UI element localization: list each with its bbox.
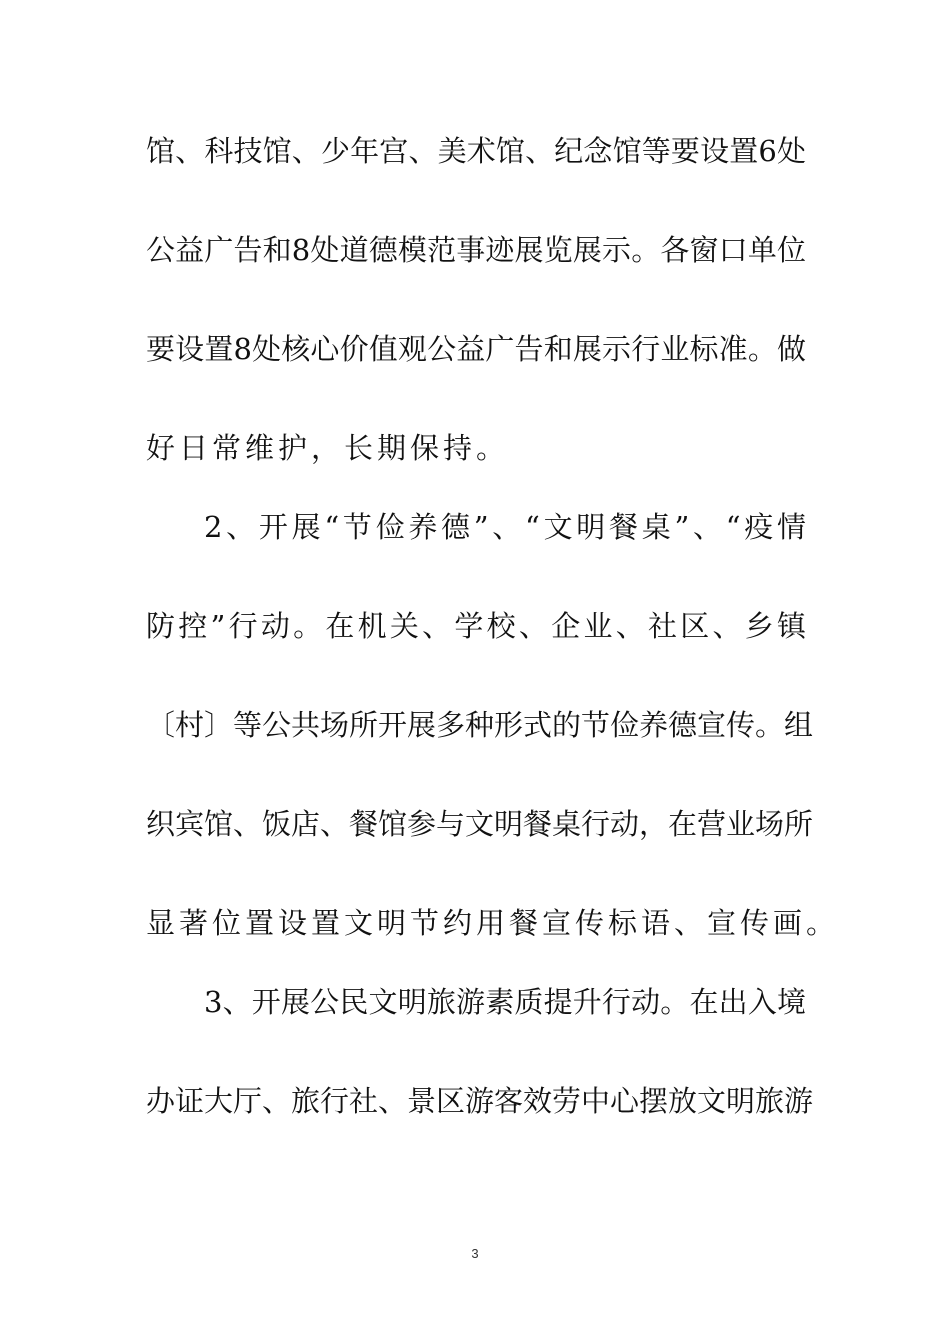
paragraph-line: 织宾馆、饭店、餐馆参与文明餐桌行动，在营业场所: [146, 807, 814, 841]
paragraph-line: 馆、科技馆、少年宫、美术馆、纪念馆等要设置6处: [146, 134, 806, 168]
paragraph-line: 〔村〕等公共场所开展多种形式的节俭养德宣传。组: [146, 708, 814, 742]
paragraph-line: 防控”行动。在机关、学校、企业、社区、乡镇: [146, 609, 806, 643]
paragraph-line: 公益广告和8处道德模范事迹展览展示。各窗口单位: [146, 233, 806, 267]
paragraph-line: 办证大厅、旅行社、景区游客效劳中心摆放文明旅游: [146, 1084, 814, 1118]
page-number: 3: [471, 1246, 479, 1261]
paragraph-line: 2、开展“节俭养德”、“文明餐桌”、“疫情: [204, 510, 806, 544]
paragraph-line: 好日常维护，长期保持。: [146, 431, 510, 465]
paragraph-line: 3、开展公民文明旅游素质提升行动。在出入境: [204, 985, 806, 1019]
paragraph-line: 显著位置设置文明节约用餐宣传标语、宣传画。: [146, 906, 840, 940]
paragraph-line: 要设置8处核心价值观公益广告和展示行业标准。做: [146, 332, 806, 366]
